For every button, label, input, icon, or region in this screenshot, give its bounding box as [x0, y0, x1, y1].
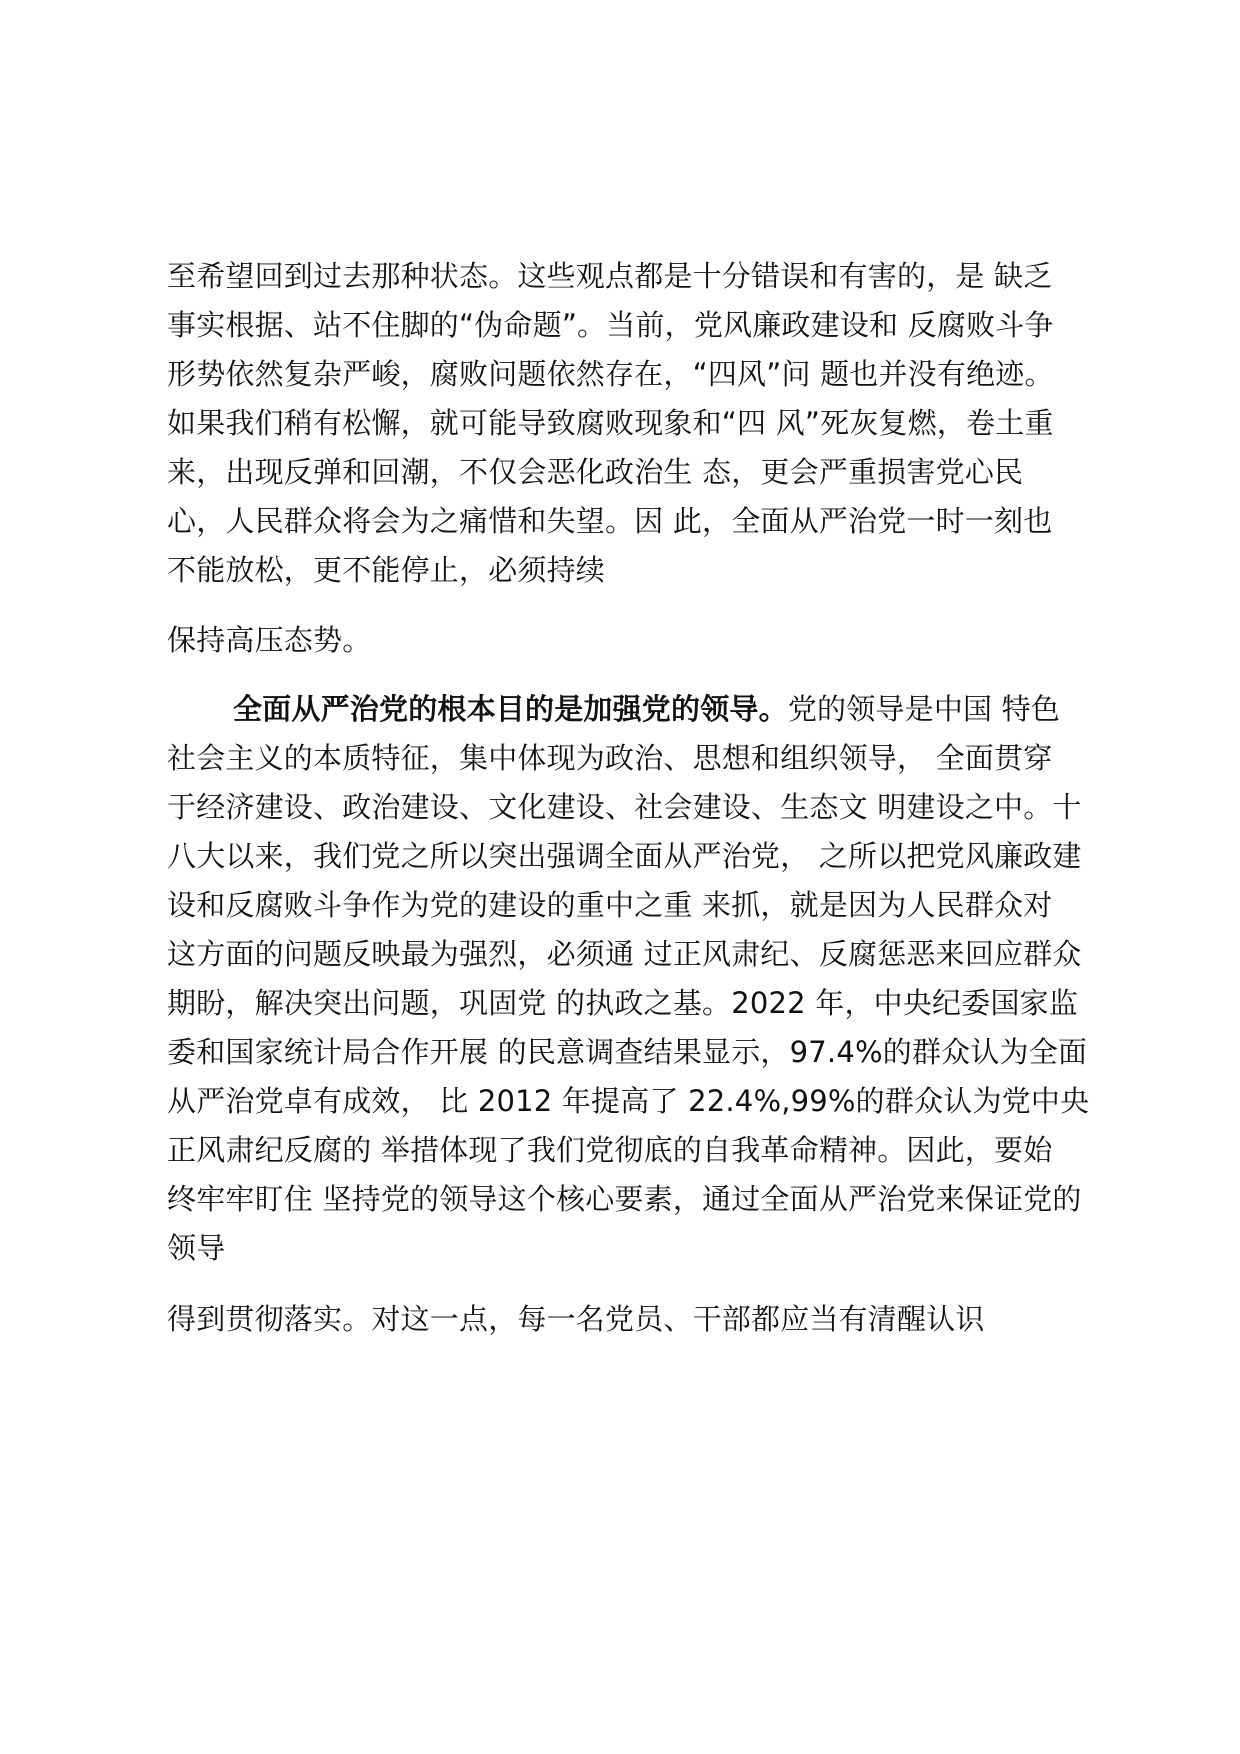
paragraph-2-line-8: 委和国家统计局合作开展 的民意调查结果显示，97.4%的群众认为全面 — [167, 1035, 1088, 1069]
paragraph-1-tail: 保持高压态势。 — [167, 623, 372, 657]
paragraph-2-first-line — [233, 689, 1060, 729]
paragraph-2-line-12: 领导 — [167, 1231, 226, 1265]
paragraph-1-line-6: 心，人民群众将会为之痛惜和失望。因 此，全面从严治党一时一刻也 — [167, 504, 1053, 538]
paragraph-2-line-7: 期盼，解决突出问题，巩固党 的执政之基。2022 年，中央纪委国家监 — [167, 986, 1079, 1020]
paragraph-2-line-11: 终牢牢盯住 坚持党的领导这个核心要素，通过全面从严治党来保证党的 — [167, 1182, 1082, 1216]
paragraph-1-line-3: 形势依然复杂严峻，腐败问题依然存在，“四风”问 题也并没有绝迹。 — [167, 357, 1054, 391]
paragraph-1-line-5: 来，出现反弹和回潮，不仅会恶化政治生 态，更会严重损害党心民 — [167, 455, 1024, 489]
paragraph-1-line-7: 不能放松，更不能停止，必须持续 — [167, 553, 606, 587]
paragraph-2-line-2: 社会主义的本质特征，集中体现为政治、思想和组织领导， 全面贯穿 — [167, 741, 1053, 775]
paragraph-1-line-1: 至希望回到过去那种状态。这些观点都是十分错误和有害的，是 缺乏 — [167, 259, 1053, 293]
paragraph-2-line-9: 从严治党卓有成效， 比 2012 年提高了 22.4%,99%的群众认为党中央 — [167, 1084, 1090, 1118]
paragraph-2-line-10: 正风肃纪反腐的 举措体现了我们党彻底的自我革命精神。因此，要始 — [167, 1133, 1053, 1167]
paragraph-2-line-5: 设和反腐败斗争作为党的建设的重中之重 来抓，就是因为人民群众对 — [167, 888, 1053, 922]
paragraph-2-line-6: 这方面的问题反映最为强烈，必须通 过正风肃纪、反腐惩恶来回应群众 — [167, 937, 1082, 971]
paragraph-2-heading: 全面从严治党的根本目的是加强党的领导。 — [233, 692, 788, 726]
paragraph-2-first-rest: 党的领导是中国 特色 — [787, 692, 1061, 726]
paragraph-1-line-2: 事实根据、站不住脚的“伪命题”。当前，党风廉政建设和 反腐败斗争 — [167, 308, 1054, 342]
paragraph-2-line-4: 八大以来，我们党之所以突出强调全面从严治党， 之所以把党风廉政建 — [167, 839, 1082, 873]
paragraph-2-tail: 得到贯彻落实。对这一点，每一名党员、干部都应当有清醒认识 — [167, 1302, 985, 1336]
paragraph-2-line-3: 于经济建设、政治建设、文化建设、社会建设、生态文 明建设之中。十 — [167, 790, 1082, 824]
paragraph-1-line-4: 如果我们稍有松懈，就可能导致腐败现象和“四 风”死灰复燃，卷土重 — [167, 406, 1054, 440]
